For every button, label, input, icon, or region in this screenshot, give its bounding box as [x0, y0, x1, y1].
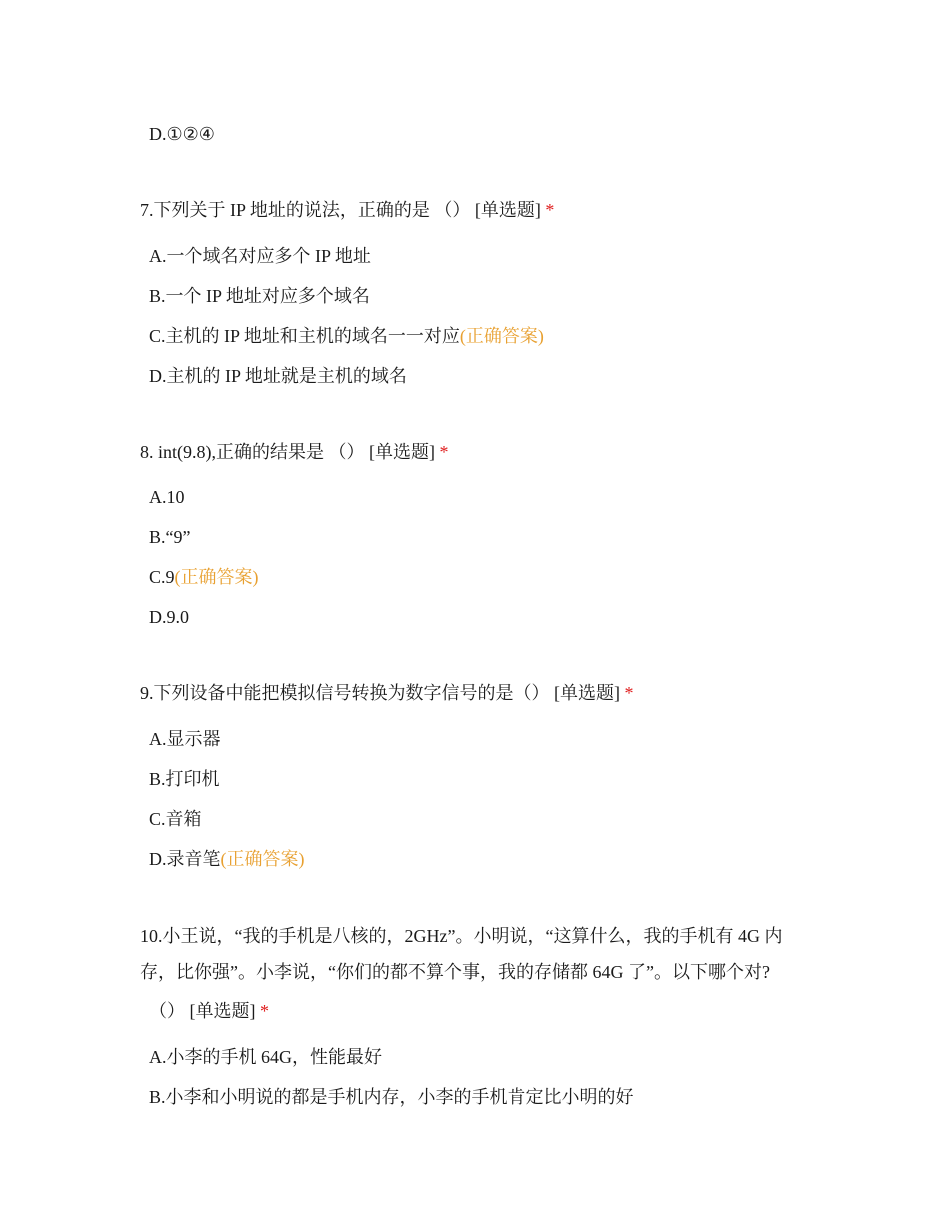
q6-option-d[interactable]: [149, 122, 215, 146]
q7-option-a[interactable]: [149, 244, 371, 268]
question-text: 9.下列设备中能把模拟信号转换为数字信号的是（） [单选题]: [140, 683, 620, 703]
question-text: 7.下列关于 IP 地址的说法，正确的是 （） [单选题]: [140, 200, 541, 220]
required-star: *: [624, 683, 634, 703]
option-text: 主机的 IP 地址和主机的域名一一对应: [165, 326, 460, 346]
correct-answer-note: (正确答案): [459, 326, 544, 346]
q9-stem: [140, 681, 634, 705]
q8-option-c[interactable]: [149, 565, 259, 589]
q8-option-b[interactable]: [149, 525, 191, 549]
q10-stem-line-1: [140, 924, 782, 948]
option-letter: C.: [149, 326, 166, 346]
option-text: 9: [165, 567, 175, 587]
option-text: 一个 IP 地址对应多个域名: [165, 286, 370, 306]
option-letter: D.: [149, 849, 167, 869]
q9-option-b[interactable]: [149, 767, 220, 791]
option-letter: B.: [149, 769, 166, 789]
q9-option-d[interactable]: [149, 847, 305, 871]
question-text: 10.小王说，“我的手机是八核的，2GHz”。小明说，“这算什么，我的手机有 4G 内: [140, 926, 783, 946]
question-text: 8. int(9.8),正确的结果是 （） [单选题]: [140, 442, 435, 462]
q8-option-a[interactable]: [149, 485, 185, 509]
option-text: 录音笔: [166, 849, 221, 869]
option-letter: C.: [149, 809, 166, 829]
q8-option-d[interactable]: [149, 605, 189, 629]
q7-option-c[interactable]: [149, 324, 544, 348]
q10-stem-line-2: [140, 960, 770, 984]
required-star: *: [260, 1001, 269, 1021]
option-letter: A.: [149, 487, 167, 507]
question-text: 存，比你强”。小李说，“你们的都不算个事，我的存储都 64G 了”。以下哪个对?: [140, 962, 770, 982]
option-letter: D.: [149, 607, 167, 627]
option-text: “9”: [165, 527, 191, 547]
option-letter: A.: [149, 246, 167, 266]
required-star: *: [439, 442, 449, 462]
option-text: 显示器: [166, 729, 221, 749]
option-text: 小李的手机 64G，性能最好: [166, 1047, 382, 1067]
q7-option-d[interactable]: [149, 364, 407, 388]
option-text: 一个域名对应多个 IP 地址: [166, 246, 371, 266]
option-text: 9.0: [166, 607, 189, 627]
option-letter: C.: [149, 567, 166, 587]
q7-stem: [140, 198, 554, 222]
option-letter: B.: [149, 527, 166, 547]
question-text: （） [单选题]: [149, 1001, 256, 1021]
q9-option-c[interactable]: [149, 807, 202, 831]
option-text: 主机的 IP 地址就是主机的域名: [166, 366, 407, 386]
option-letter: B.: [149, 1087, 166, 1107]
q8-stem: [140, 440, 448, 464]
q9-option-a[interactable]: [149, 727, 221, 751]
option-text: 小李和小明说的都是手机内存，小李的手机肯定比小明的好: [165, 1087, 634, 1107]
option-letter: A.: [149, 729, 167, 749]
q7-option-b[interactable]: [149, 284, 370, 308]
q10-option-b[interactable]: [149, 1085, 634, 1109]
option-letter: D.: [149, 366, 167, 386]
required-star: *: [545, 200, 555, 220]
option-letter: D.: [149, 124, 167, 144]
q10-stem-line-3: [149, 999, 269, 1023]
option-text: ①②④: [166, 124, 215, 144]
option-letter: B.: [149, 286, 166, 306]
option-text: 打印机: [165, 769, 220, 789]
option-text: 10: [166, 487, 185, 507]
q10-option-a[interactable]: [149, 1045, 382, 1069]
option-text: 音箱: [165, 809, 202, 829]
correct-answer-note: (正确答案): [174, 567, 259, 587]
correct-answer-note: (正确答案): [220, 849, 305, 869]
option-letter: A.: [149, 1047, 167, 1067]
